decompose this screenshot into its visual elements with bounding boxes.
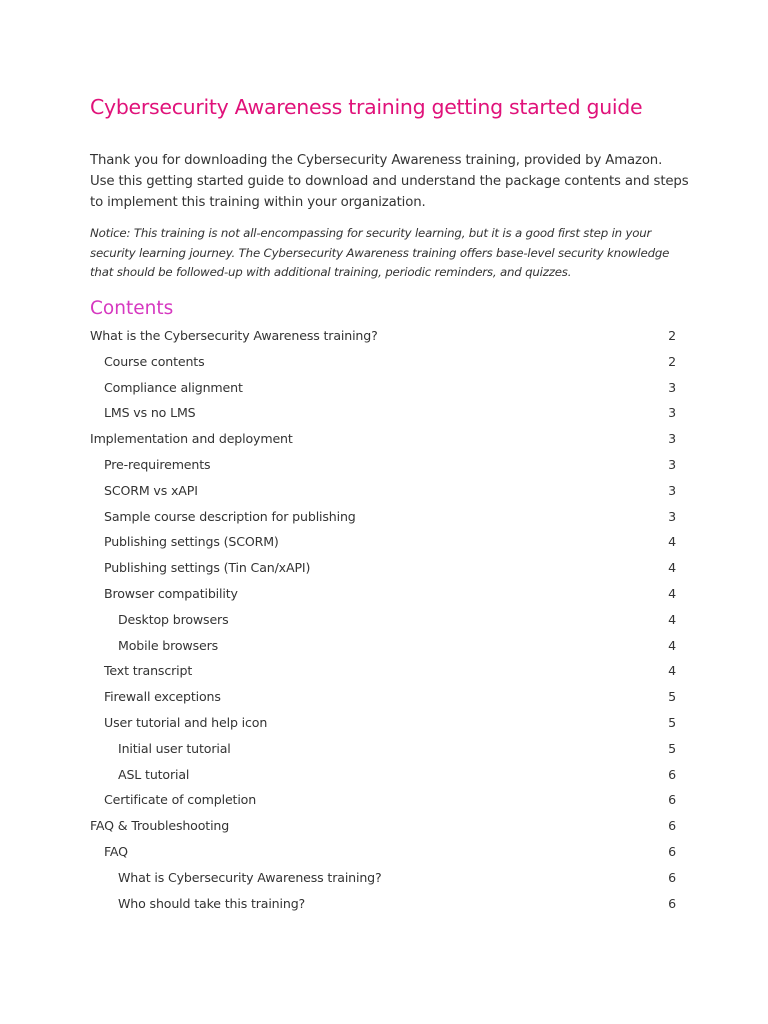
toc-entry-page-number: 4 [668, 534, 676, 550]
toc-entry-page-number: 3 [668, 456, 676, 472]
toc-entry-page-number: 5 [668, 689, 676, 705]
toc-entry-label: Compliance alignment [104, 379, 243, 395]
toc-entry[interactable] [90, 504, 680, 530]
toc-entry[interactable] [90, 891, 680, 917]
toc-entry-label: Publishing settings (Tin Can/xAPI) [104, 560, 311, 576]
toc-entry-page-number: 3 [668, 482, 676, 498]
toc-entry[interactable] [90, 400, 680, 426]
toc-entry-page-number: 4 [668, 560, 676, 576]
toc-entry-label: Text transcript [104, 663, 193, 679]
toc-entry-label: Pre-requirements [104, 456, 211, 472]
toc-entry-page-number: 6 [668, 869, 676, 885]
toc-entry-label: FAQ & Troubleshooting [90, 818, 230, 834]
toc-entry-label: Who should take this training? [118, 895, 306, 911]
toc-entry[interactable] [90, 426, 680, 452]
toc-entry-page-number: 5 [668, 740, 676, 756]
toc-entry-label: Firewall exceptions [104, 689, 221, 705]
toc-entry-page-number: 6 [668, 895, 676, 911]
toc-entry[interactable] [90, 478, 680, 504]
toc-entry[interactable] [90, 736, 680, 762]
toc-entry-page-number: 3 [668, 508, 676, 524]
toc-entry[interactable] [90, 529, 680, 555]
toc-entry[interactable] [90, 452, 680, 478]
toc-entry-page-number: 6 [668, 843, 676, 859]
toc-entry-page-number: 3 [668, 405, 676, 421]
toc-entry[interactable] [90, 787, 680, 813]
toc-entry[interactable] [90, 323, 680, 349]
toc-entry[interactable] [90, 839, 680, 865]
toc-entry-label: Implementation and deployment [90, 431, 293, 447]
toc-entry-label: Certificate of completion [104, 792, 257, 808]
toc-entry-page-number: 6 [668, 792, 676, 808]
toc-entry-label: SCORM vs xAPI [104, 482, 198, 498]
toc-entry-page-number: 2 [668, 353, 676, 369]
intro-paragraph: Thank you for downloading the Cybersecurity Awareness training, provided by Amazon. Use this getting started guide to download and understand the package contents and steps to implement this training within your organization. [90, 153, 689, 210]
toc-entry-page-number: 3 [668, 431, 676, 447]
toc-entry-label: Course contents [104, 353, 205, 369]
toc-entry-label: Desktop browsers [118, 611, 229, 627]
toc-entry[interactable] [90, 658, 680, 684]
toc-entry-page-number: 5 [668, 714, 676, 730]
toc-entry[interactable] [90, 710, 680, 736]
toc-entry-page-number: 6 [668, 818, 676, 834]
toc-entry-page-number: 6 [668, 766, 676, 782]
toc-entry[interactable] [90, 555, 680, 581]
toc-entry-label: Browser compatibility [104, 585, 238, 601]
toc-entry-label: User tutorial and help icon [104, 714, 268, 730]
notice-paragraph: Notice: This training is not all-encompassing for security learning, but it is a good first step in your security learning journey. The Cybersecurity Awareness training offers base-level security knowledge that should be followed-up with additional training, periodic reminders, and quizzes. [90, 226, 670, 279]
toc-entry-label: Initial user tutorial [118, 740, 231, 756]
toc-entry-page-number: 4 [668, 611, 676, 627]
document-title: Cybersecurity Awareness training getting started guide [90, 95, 643, 119]
toc-entry-page-number: 4 [668, 585, 676, 601]
toc-entry[interactable] [90, 375, 680, 401]
contents-heading: Contents [90, 298, 174, 319]
toc-entry[interactable] [90, 349, 680, 375]
toc-entry[interactable] [90, 865, 680, 891]
toc-entry-page-number: 3 [668, 379, 676, 395]
table-of-contents [90, 323, 680, 916]
toc-entry-page-number: 4 [668, 637, 676, 653]
toc-entry[interactable] [90, 762, 680, 788]
toc-entry[interactable] [90, 581, 680, 607]
toc-entry-label: Publishing settings (SCORM) [104, 534, 279, 550]
toc-entry-page-number: 2 [668, 328, 676, 343]
toc-entry[interactable] [90, 633, 680, 659]
toc-entry-page-number: 4 [668, 663, 676, 679]
toc-entry-label: FAQ [104, 843, 128, 859]
toc-entry[interactable] [90, 607, 680, 633]
toc-entry-label: Sample course description for publishing [104, 508, 356, 524]
toc-entry[interactable] [90, 813, 680, 839]
toc-entry-label: ASL tutorial [118, 766, 190, 782]
toc-entry[interactable] [90, 684, 680, 710]
toc-entry-label: What is Cybersecurity Awareness training? [118, 869, 382, 885]
toc-entry-label: What is the Cybersecurity Awareness training? [90, 328, 378, 343]
toc-entry-label: Mobile browsers [118, 637, 219, 653]
toc-entry-label: LMS vs no LMS [104, 405, 196, 421]
